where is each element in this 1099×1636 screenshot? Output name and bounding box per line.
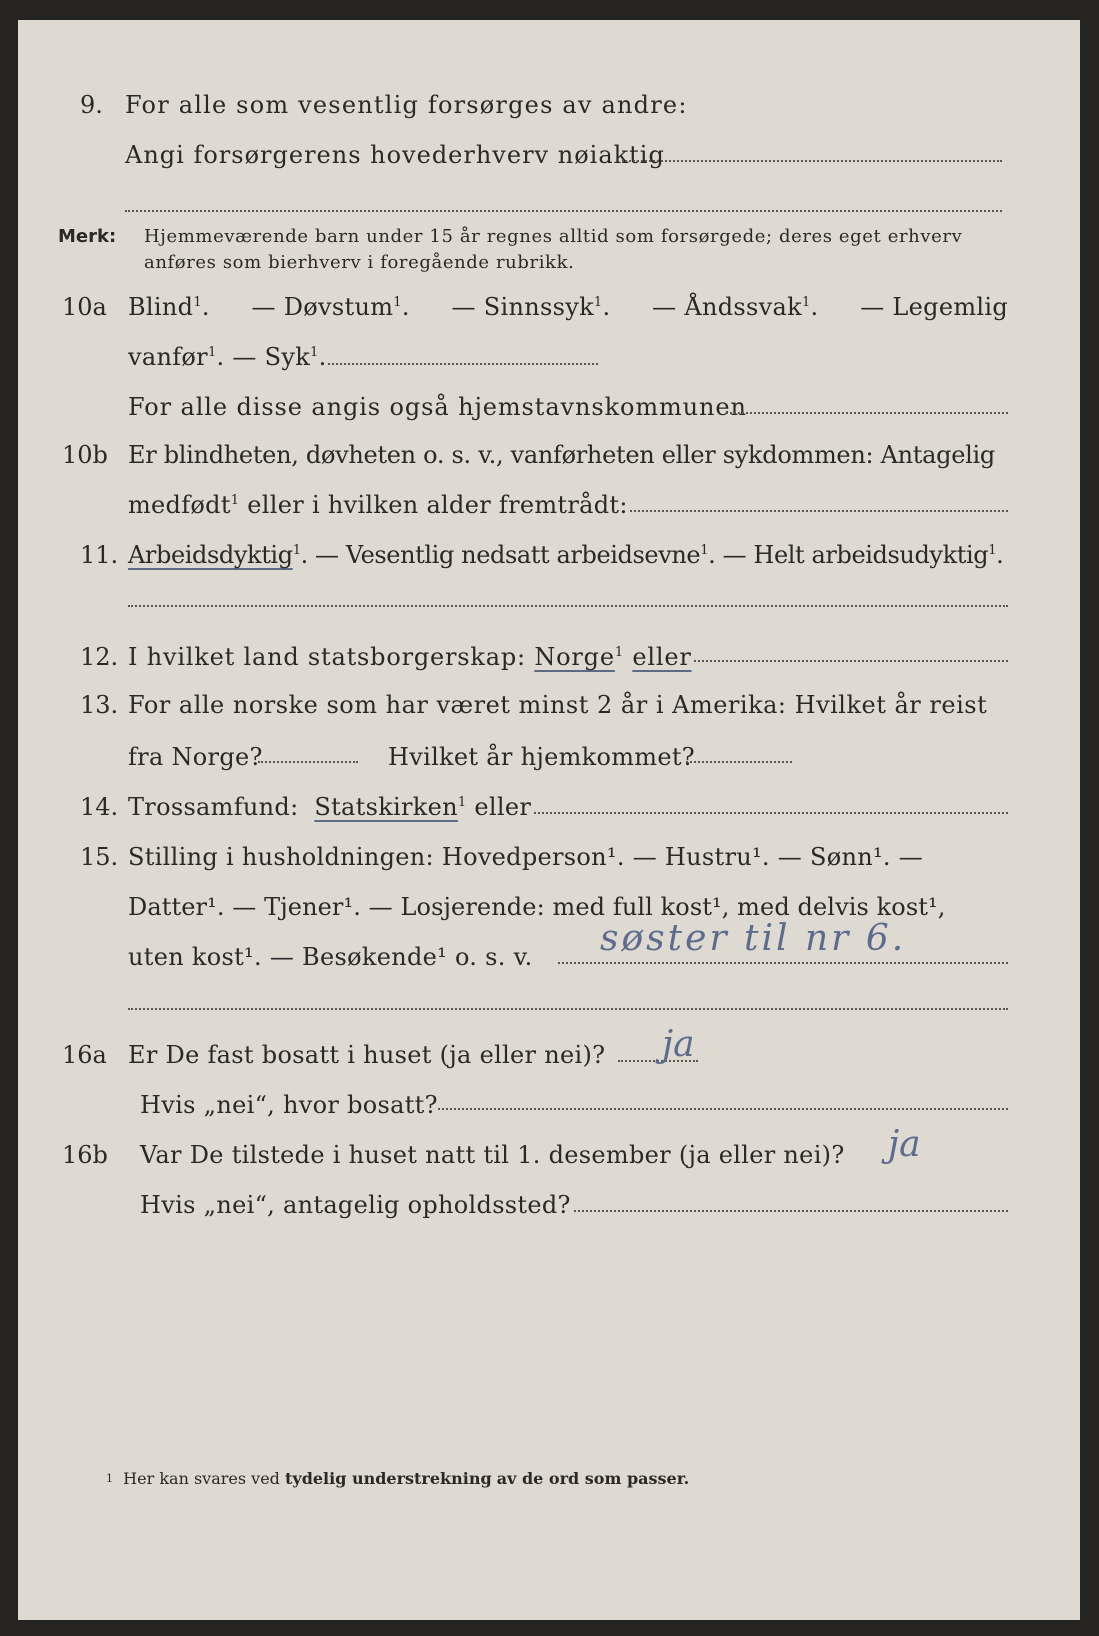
q13-reist-answer-line bbox=[258, 761, 358, 763]
q9-line2: Angi forsørgerens hovederhverv nøiaktig bbox=[125, 141, 665, 169]
q9-line1: For alle som vesentlig forsørges av andre: bbox=[125, 91, 688, 119]
q15-answer-line-2 bbox=[128, 1008, 1008, 1010]
q9-answer-line-1 bbox=[622, 160, 1002, 162]
q16b-number: 16b bbox=[62, 1141, 108, 1169]
q15-number: 15. bbox=[80, 843, 119, 871]
q10a-blind: Blind bbox=[128, 293, 194, 321]
q11-nedsatt: . — Vesentlig nedsatt arbeidsevne bbox=[300, 541, 701, 569]
q10b-medfodt: medfødt bbox=[128, 491, 231, 519]
q10a-vanfor: vanfør bbox=[128, 343, 208, 371]
q10b-line2: medfødt$^1$ eller i hvilken alder fremtrådt: bbox=[128, 491, 628, 519]
q10b-number: 10b bbox=[62, 441, 108, 469]
q13-line1: For alle norske som har været minst 2 år i Amerika: Hvilket år reist bbox=[128, 691, 988, 719]
footnote-prefix: Her kan svares ved bbox=[123, 1469, 280, 1488]
q9-number: 9. bbox=[80, 91, 103, 119]
q10a-line3: For alle disse angis også hjemstavnskommunen bbox=[128, 393, 747, 421]
q12-norge: Norge bbox=[534, 643, 615, 671]
q11-number: 11. bbox=[80, 541, 119, 569]
q14-text: Trossamfund: bbox=[128, 793, 299, 821]
q15-line3: uten kost¹. — Besøkende¹ o. s. v. bbox=[128, 943, 533, 971]
q10b-answer-line bbox=[630, 510, 1008, 512]
q11-arbeidsdyktig: Arbeidsdyktig bbox=[128, 541, 293, 569]
q13-hjemkommet-answer-line bbox=[686, 761, 792, 763]
q16b-answer-line bbox=[574, 1210, 1008, 1212]
q16b-handwritten-answer: ja bbox=[888, 1124, 921, 1165]
q11-line1: Arbeidsdyktig$^1$. — Vesentlig nedsatt arbeidsevne$^1$. — Helt arbeidsudyktig$^1$. bbox=[128, 541, 1004, 569]
q14-line: Trossamfund: Statskirken$^1$ eller bbox=[128, 793, 532, 821]
merk-line2: anføres som bierhverv i foregående rubrikk. bbox=[144, 252, 575, 273]
q15-answer-line-1 bbox=[558, 962, 1008, 964]
q15-line2: Datter¹. — Tjener¹. — Losjerende: med full kost¹, med delvis kost¹, bbox=[128, 893, 946, 921]
footnote-suffix: av de ord som passer. bbox=[496, 1469, 690, 1488]
q11-answer-line bbox=[128, 605, 1008, 607]
q10b-line1: Er blindheten, døvheten o. s. v., vanførheten eller sykdommen: Antagelig bbox=[128, 441, 995, 469]
q16a-handwritten-answer: ja bbox=[662, 1024, 695, 1065]
q13-hjemkommet: Hvilket år hjemkommet? bbox=[388, 743, 695, 771]
footnote-mark: 1 bbox=[106, 1472, 113, 1485]
q10a-dovstum: — Døvstum bbox=[251, 293, 394, 321]
merk-line1: Hjemmeværende barn under 15 år regnes alltid som forsørgede; deres eget erhverv bbox=[144, 226, 963, 247]
q16a-line1: Er De fast bosatt i huset (ja eller nei)? bbox=[128, 1041, 606, 1069]
q12-line: I hvilket land statsborgerskap: Norge$^1$ eller bbox=[128, 643, 692, 671]
q15-line1: Stilling i husholdningen: Hovedperson¹. — Hustru¹. — Sønn¹. — bbox=[128, 843, 924, 871]
footnote-bold: tydelig understrekning bbox=[285, 1469, 492, 1488]
q14-answer-line bbox=[534, 812, 1008, 814]
q11-udyktig: . — Helt arbeidsudyktig bbox=[708, 541, 989, 569]
q14-eller: eller bbox=[474, 793, 532, 821]
q10a-kommune-answer-line bbox=[726, 412, 1008, 414]
q14-number: 14. bbox=[80, 793, 119, 821]
q10a-sinnssyk: — Sinnssyk bbox=[451, 293, 594, 321]
merk-label: Merk: bbox=[58, 226, 117, 247]
q10b-line2-rest: eller i hvilken alder fremtrådt: bbox=[247, 491, 628, 519]
q10a-legemlig: — Legemlig bbox=[860, 293, 1008, 321]
footnote bbox=[106, 1468, 689, 1490]
q16a-line2: Hvis „nei“, hvor bosatt? bbox=[140, 1091, 438, 1119]
q10a-number: 10a bbox=[62, 293, 107, 321]
q12-eller: eller bbox=[632, 643, 692, 671]
q15-handwritten-answer: søster til nr 6. bbox=[600, 918, 907, 959]
q16b-line2: Hvis „nei“, antagelig opholdssted? bbox=[140, 1191, 571, 1219]
merk-note bbox=[58, 224, 116, 250]
q12-number: 12. bbox=[80, 643, 119, 671]
q13-number: 13. bbox=[80, 691, 119, 719]
q10a-andssvak: — Åndssvak bbox=[652, 293, 802, 321]
q16a-bosatt-answer-line bbox=[438, 1108, 1008, 1110]
q12-text: I hvilket land statsborgerskap: bbox=[128, 643, 526, 671]
q10a-line2: vanfør$^1$. — Syk$^1$. bbox=[128, 343, 327, 371]
q9-answer-line-2 bbox=[125, 210, 1002, 212]
q12-answer-line bbox=[694, 660, 1008, 662]
q10a-syk-answer-line bbox=[328, 363, 598, 365]
q14-statskirken: Statskirken bbox=[314, 793, 458, 821]
q10a-line1: Blind$^1$. — Døvstum$^1$. — Sinnssyk$^1$. — Åndssvak$^1$. — Legemlig bbox=[128, 293, 1008, 321]
q16b-line1: Var De tilstede i huset natt til 1. desember (ja eller nei)? bbox=[140, 1141, 845, 1169]
form-page bbox=[18, 20, 1080, 1620]
q13-fra-norge: fra Norge? bbox=[128, 743, 263, 771]
q10a-syk: — Syk bbox=[232, 343, 311, 371]
q16a-number: 16a bbox=[62, 1041, 107, 1069]
